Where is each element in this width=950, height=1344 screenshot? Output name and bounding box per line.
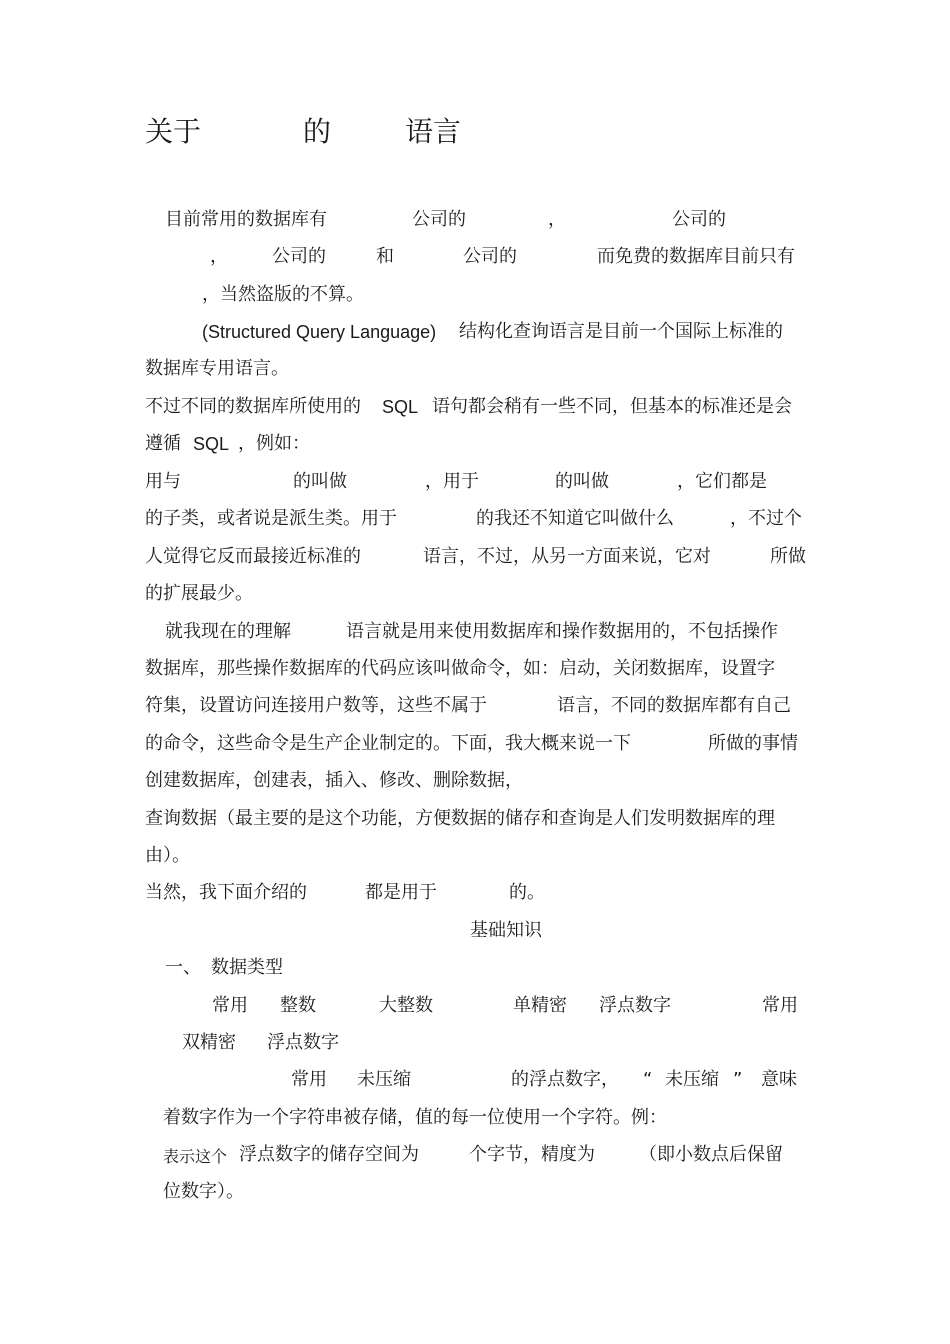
- section-heading: 基础知识: [470, 920, 542, 941]
- p5-text-h: 创建数据库，创建表，插入、修改、删除数据，: [145, 770, 523, 791]
- p4-text-b: 的叫做: [293, 471, 347, 492]
- types-text-k: 的浮点数字，: [511, 1069, 619, 1090]
- p5-text-e: 语言，不同的数据库都有自己: [557, 695, 791, 716]
- p1-text-b: 公司的: [412, 209, 466, 230]
- types-text-u: 位数字）。: [163, 1181, 244, 1202]
- p1-text-i: 而免费的数据库目前只有: [597, 246, 795, 267]
- p4-text-f: 的子类，或者说是派生类。用于: [145, 508, 397, 529]
- p6-text-c: 的。: [509, 882, 545, 903]
- p3-text-b: SQL: [382, 397, 419, 417]
- types-text-m: 未压缩: [665, 1069, 719, 1090]
- p1-text-h: 公司的: [463, 246, 517, 267]
- types-text-g: 双精密: [182, 1032, 236, 1053]
- p4-text-e: ，它们都是: [677, 471, 767, 492]
- types-text-a: 常用: [212, 995, 248, 1016]
- p5-text-g: 所做的事情: [708, 733, 798, 754]
- p4-text-g: 的我还不知道它叫做什么: [476, 508, 674, 529]
- p4-text-h: ，不过个: [730, 508, 802, 529]
- p1-text-g: 和: [376, 246, 394, 267]
- p4-text-d: 的叫做: [555, 471, 609, 492]
- p4-text-k: 所做: [770, 546, 806, 567]
- p6-text-a: 当然，我下面介绍的: [145, 882, 307, 903]
- p2-text-b: 结构化查询语言是目前一个国际上标准的: [459, 321, 783, 342]
- p2-text-c: 数据库专用语言。: [145, 358, 289, 379]
- types-text-i: 常用: [291, 1069, 327, 1090]
- title-part-3: 语言: [405, 115, 462, 148]
- types-text-l: “: [643, 1069, 653, 1090]
- p3-text-d: 遵循: [145, 433, 181, 454]
- types-text-c: 大整数: [379, 995, 433, 1016]
- types-text-n: ”: [733, 1069, 743, 1090]
- types-text-j: 未压缩: [357, 1069, 411, 1090]
- p1-text-d: 公司的: [672, 209, 726, 230]
- title-part-1: 关于: [145, 115, 202, 148]
- types-text-t: （即小数点后保留: [639, 1144, 783, 1165]
- p1-text-c: ，: [548, 209, 566, 230]
- types-text-r: 浮点数字的储存空间为: [239, 1144, 419, 1165]
- p5-text-d: 符集，设置访问连接用户数等，这些不属于: [145, 695, 487, 716]
- p3-text-f: ，例如：: [238, 433, 310, 454]
- list-item-number: 一、: [165, 957, 201, 978]
- p3-text-a: 不过不同的数据库所使用的: [145, 396, 361, 417]
- p5-text-c: 数据库，那些操作数据库的代码应该叫做命令，如：启动，关闭数据库，设置字: [145, 658, 775, 679]
- types-text-o: 意味: [761, 1069, 797, 1090]
- types-text-d: 单精密: [513, 995, 567, 1016]
- p4-text-c: ，用于: [425, 471, 479, 492]
- p5-text-f: 的命令，这些命令是生产企业制定的。下面，我大概来说一下: [145, 733, 631, 754]
- p4-text-i: 人觉得它反而最接近标准的: [145, 546, 361, 567]
- p6-text-b: 都是用于: [365, 882, 437, 903]
- p4-text-a: 用与: [145, 471, 181, 492]
- types-text-h: 浮点数字: [267, 1032, 339, 1053]
- types-text-s: 个字节，精度为: [469, 1144, 595, 1165]
- types-text-b: 整数: [280, 995, 316, 1016]
- p1-text-j: ，当然盗版的不算。: [202, 284, 364, 305]
- p5-text-i: 查询数据（最主要的是这个功能，方便数据的储存和查询是人们发明数据库的理: [145, 808, 775, 829]
- p5-text-a: 就我现在的理解: [165, 621, 291, 642]
- p4-text-l: 的扩展最少。: [145, 583, 253, 604]
- list-item-label: 数据类型: [211, 957, 283, 978]
- p2-text-a: (Structured Query Language): [202, 322, 437, 342]
- p3-text-c: 语句都会稍有一些不同，但基本的标准还是会: [432, 396, 792, 417]
- title-part-2: 的: [303, 115, 332, 148]
- types-text-e: 浮点数字: [599, 995, 671, 1016]
- p5-text-b: 语言就是用来使用数据库和操作数据用的，不包括操作: [346, 621, 778, 642]
- p3-text-e: SQL: [193, 434, 230, 454]
- p5-text-j: 由）。: [145, 845, 190, 866]
- types-text-p: 着数字作为一个字符串被存储，值的每一位使用一个字符。例：: [163, 1107, 667, 1128]
- p4-text-j: 语言，不过，从另一方面来说，它对: [423, 546, 711, 567]
- p1-text-a: 目前常用的数据库有: [165, 209, 327, 230]
- p1-text-f: 公司的: [272, 246, 326, 267]
- types-text-q: 表示这个: [163, 1147, 228, 1166]
- p1-text-e: ，: [210, 246, 228, 267]
- types-text-f: 常用: [762, 995, 798, 1016]
